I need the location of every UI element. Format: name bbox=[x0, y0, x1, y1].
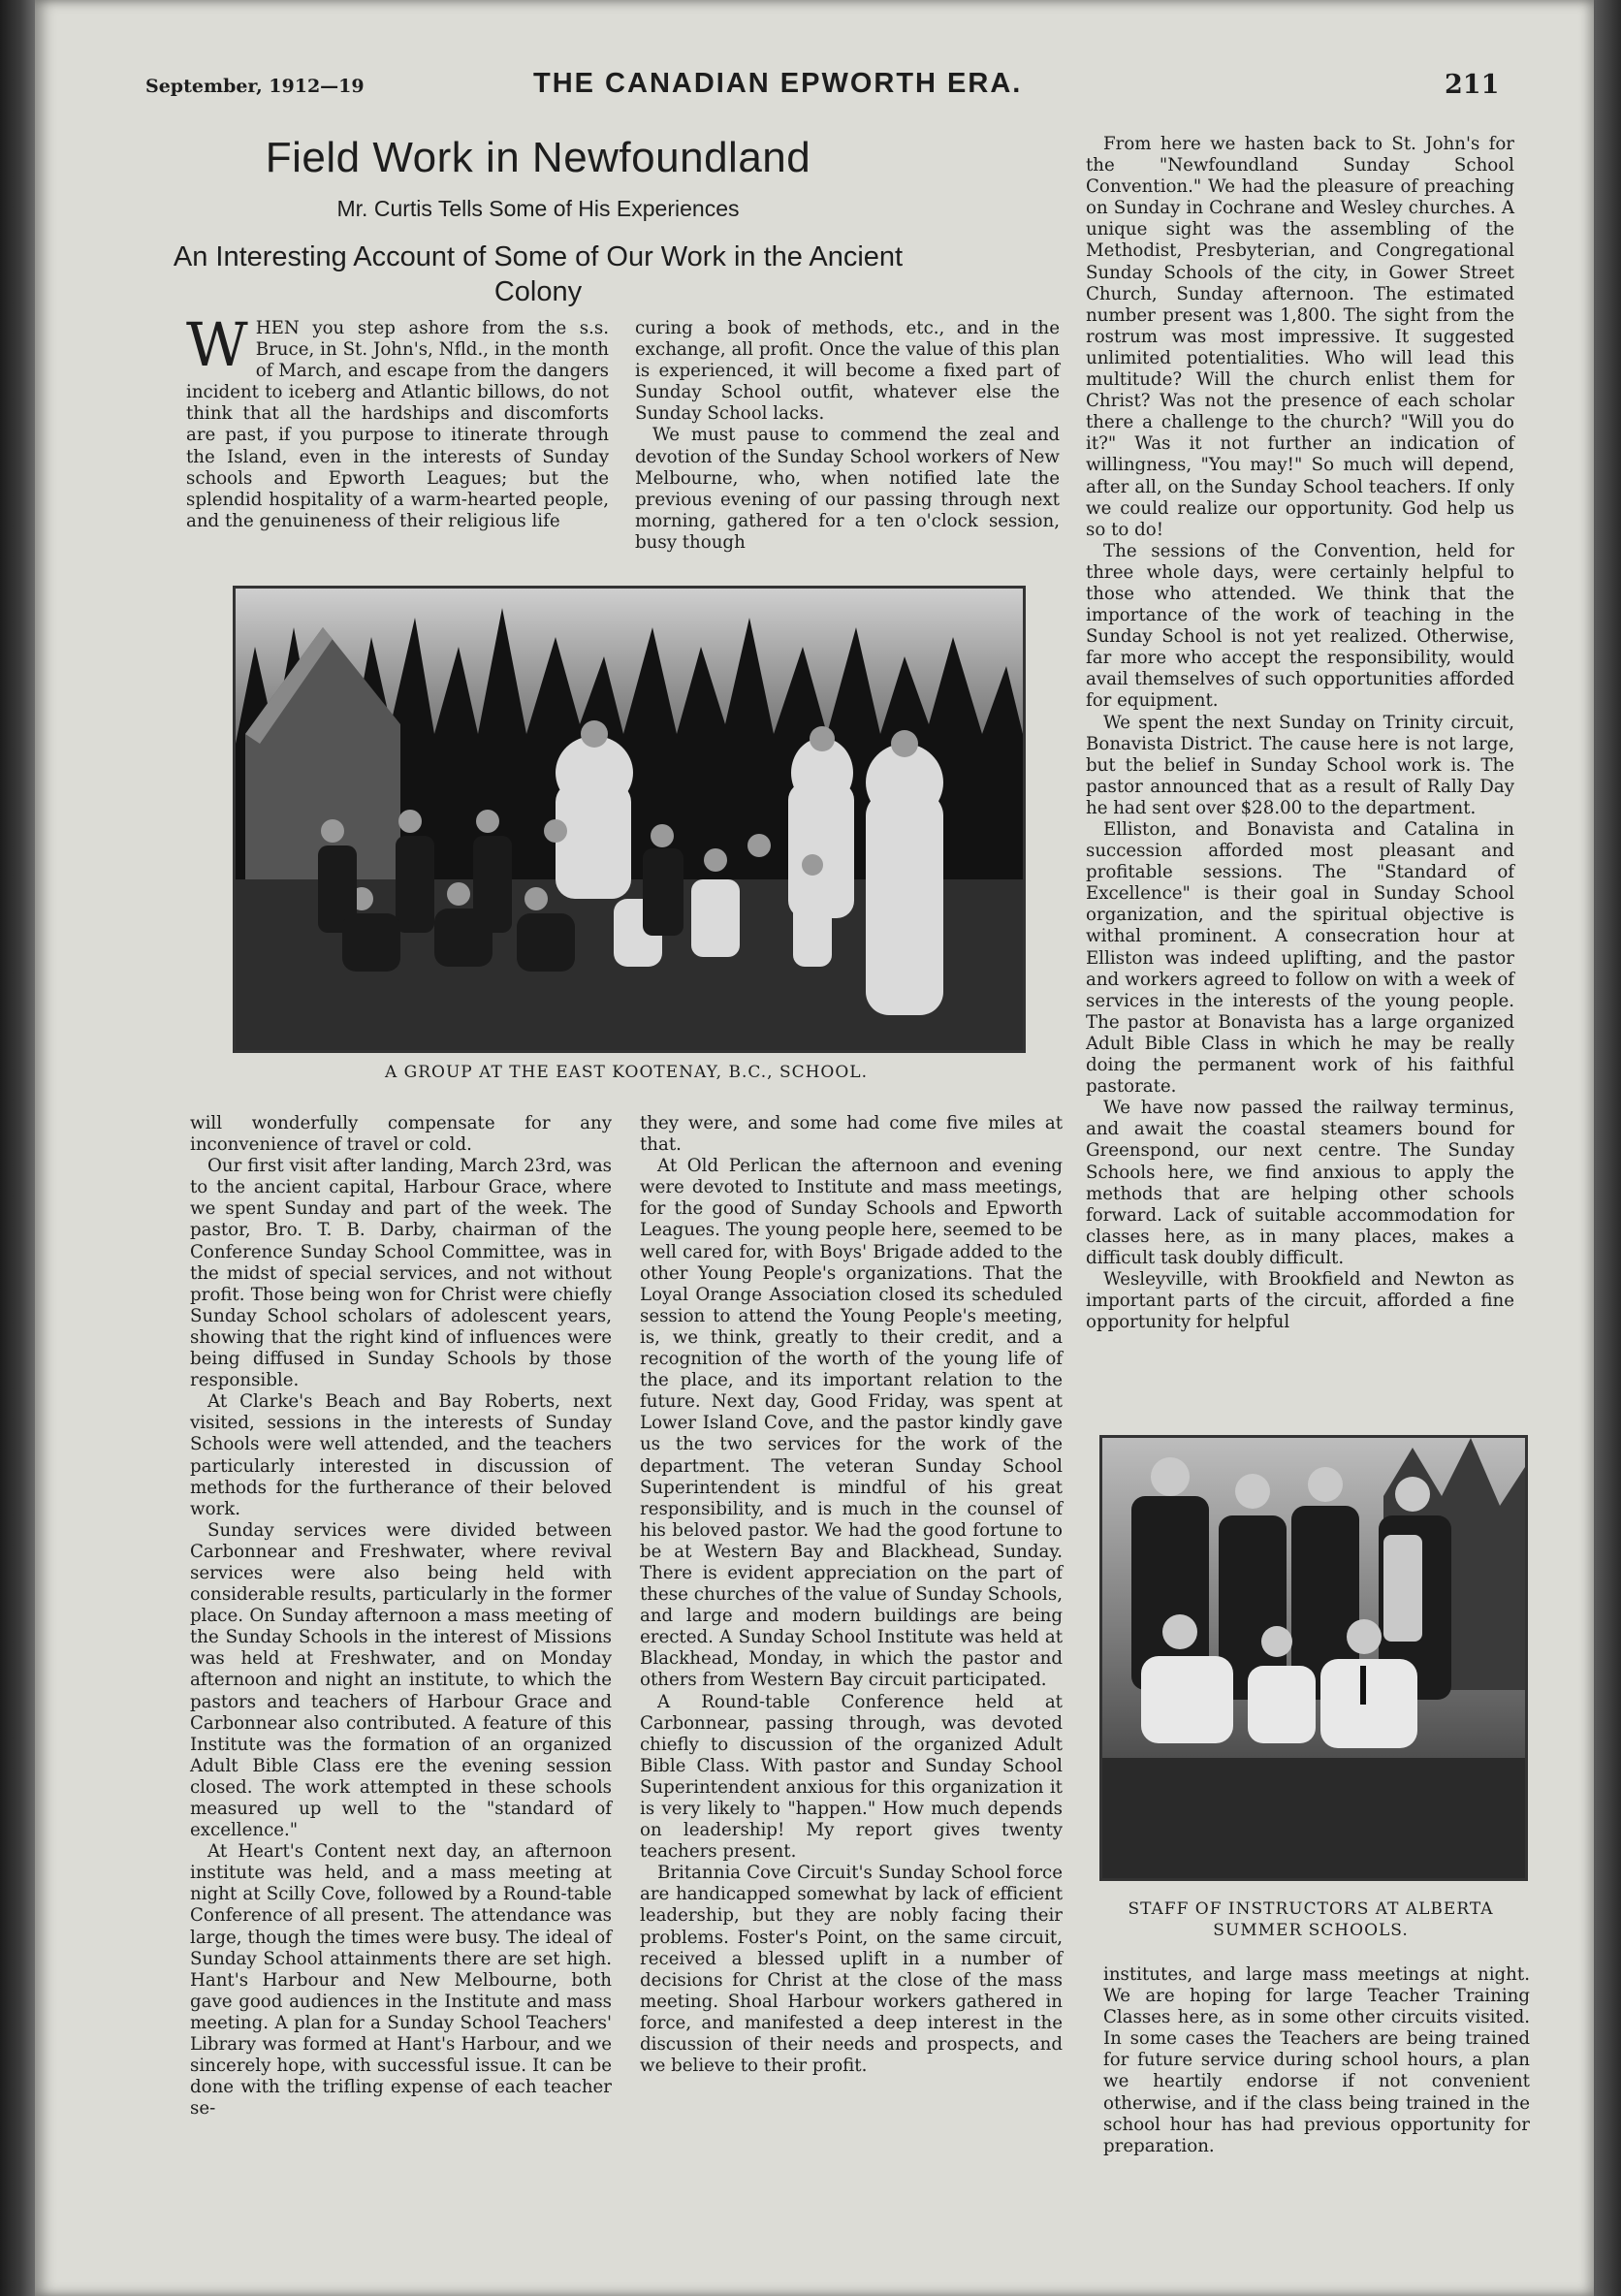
paragraph: Our first visit after landing, March 23rd, was to the ancient capital, Harbour Grace, where we spent Sunday and part of the week. The pastor, Bro. T. B. Darby, chairman of the Conference Sunday School Committee, was in the midst of special services, and not without profit. Those being won for Christ were chiefly Sunday School scholars of adolescent years, showing that the right kind of influences were being diffused in Sunday Schools by those responsible. bbox=[190, 1156, 612, 1391]
staff-photo-caption: STAFF OF INSTRUCTORS AT ALBERTA SUMMER SCHOOLS. bbox=[1128, 1899, 1494, 1940]
paragraph: will wonderfully compensate for any inconvenience of travel or cold. bbox=[190, 1113, 612, 1156]
paragraph: We spent the next Sunday on Trinity circuit, Bonavista District. The cause here is not large, but the belief in Sunday School work is. The pastor announced that as a result of Rally Day he had sent over $28.00 to the department. bbox=[1086, 712, 1514, 818]
staff-photo-image bbox=[1102, 1438, 1525, 1878]
paragraph: Elliston, and Bonavista and Catalina in succession afforded most pleasant and profitable sessions. The "Standard of Excellence" is their goal in Sunday School organization, and the spiritual objective is withal prominent. A consecration hour at Elliston was indeed uplifting, and the pastor and workers agreed to follow on with a week of services in the interests of the young people. The pastor at Bonavista has a large organized Adult Bible Class in which he may be really doing the permanent work of his faithful pastorate. bbox=[1086, 819, 1514, 1098]
paragraph: We have now passed the railway terminus, and await the coastal steamers bound for Greenspond, our next centre. The Sunday Schools here, we find anxious to apply the methods that are helping other schools forward. Lack of suitable accommodation for classes here, as in many places, makes a difficult task doubly difficult. bbox=[1086, 1098, 1514, 1268]
group-photo bbox=[233, 586, 1026, 1053]
paragraph: At Heart's Content next day, an afternoon institute was held, and a mass meeting at night at Scilly Cove, followed by a Round-table Conference of all present. The attendance was large, though the times were busy. The ideal of Sunday School attainments there are set high. Hant's Harbour and New Melbourne, both gave good audiences in the Institute and mass meeting. A plan for a Sunday School Teachers' Library was formed at Hant's Harbour, and we sincerely hope, with successful issue. It can be done with the trifling expense of each teacher se- bbox=[190, 1841, 612, 2120]
paragraph: At Clarke's Beach and Bay Roberts, next visited, sessions in the interests of Sunday Schools were well attended, and the teachers particularly interested in discussion of methods for the furtherance of their beloved work. bbox=[190, 1391, 612, 1519]
paragraph: institutes, and large mass meetings at night. We are hoping for large Teacher Training Classes here, as in some other circuits visited. In some cases the Teachers are being trained for future service during school hours, a plan we heartily endorse if not convenient otherwise, and if the class being trained in the school hour has had previous opportunity for preparation. bbox=[1103, 1964, 1530, 2156]
paragraph: A Round-table Conference held at Carbonnear, passing through, was devoted chiefly to discussion of the organized Adult Bible Class. With pastor and Sunday School Superintendent anxious for this organization it is very likely to "happen." How much depends on leadership! My report gives twenty teachers present. bbox=[640, 1691, 1063, 1863]
paragraph: From here we hasten back to St. John's for the "Newfoundland Sunday School Convention." We had the pleasure of preaching on Sunday in Cochrane and Wesley churches. A unique sight was the assembling of the Methodist, Presbyterian, and Congregational Sunday Schools of the city, in Gower Street Church, Sunday afternoon. The estimated number present was 1,800. The sight from the rostrum was most impressive. It suggested unlimited potentialities. Who will lead this multitude? Will the church enlist them for Christ? Was not the presence of each scholar there a challenge to the church? "Will you do it?" Was it not further an indication of willingness, "You may!" So much will depend, after all, on the Sunday School teachers. If only we could realize our opportunity. God help us so to do! bbox=[1086, 134, 1514, 540]
paragraph: Sunday services were divided between Carbonnear and Freshwater, where revival services were also being held with considerable results, particularly in the former place. On Sunday afternoon a mass meeting of the Sunday Schools in the interest of Missions was held at Freshwater, and on Monday afternoon and night an institute, to which the pastors and teachers of Harbour Grace and Carbonnear also contributed. A feature of this Institute was the formation of an organized Adult Bible Class ere the evening session closed. The work attempted in these schools measured up well to the "standard of excellence." bbox=[190, 1519, 612, 1841]
group-photo-caption: A GROUP AT THE EAST KOOTENAY, B.C., SCHOOL. bbox=[384, 1063, 869, 1082]
running-head bbox=[145, 68, 1503, 107]
column-3-continued bbox=[1103, 1964, 1530, 2157]
paragraph: We must pause to commend the zeal and devotion of the Sunday School workers of New Melbourne, who, when notified late the previous evening of our passing through next morning, gathered for a ten o'clock session, busy though bbox=[635, 425, 1060, 553]
article-heading bbox=[155, 134, 921, 310]
intro-column-2 bbox=[635, 318, 1060, 554]
scan-left-edge bbox=[0, 0, 35, 2296]
column-3 bbox=[1086, 134, 1514, 1333]
paragraph: Wesleyville, with Brookfield and Newton as important parts of the circuit, afforded a fine opportunity for helpful bbox=[1086, 1268, 1514, 1333]
paragraph: curing a book of methods, etc., and in the exchange, all profit. Once the value of this plan is experienced, it will become a fixed part of Sunday School outfit, whatever else the Sunday School lacks. bbox=[635, 318, 1060, 425]
intro-paragraph: WHEN you step ashore from the s.s. Bruce, in St. John's, Nfld., in the month of March, and escape from the dangers incident to iceberg and Atlantic billows, do not think that all the hardships and discomforts are past, if you purpose to itinerate through the Island, even in the interests of Sunday schools and Epworth Leagues; but the splendid hospitality of a warm-hearted people, and the genuineness of their religious life bbox=[186, 309, 609, 531]
column-1 bbox=[190, 1113, 612, 2120]
scan-right-edge bbox=[1594, 0, 1621, 2296]
paragraph: The sessions of the Convention, held for three whole days, were certainly helpful to those who attended. We think that the importance of the work of teaching in the Sunday School is not yet realized. Otherwise, far more who accept the responsibility, would avail themselves of such opportunities afforded for equipment. bbox=[1086, 540, 1514, 712]
article-subhead: An Interesting Account of Some of Our Work in the Ancient Colony bbox=[173, 241, 904, 308]
paragraph: At Old Perlican the afternoon and evening were devoted to Institute and mass meetings, for the good of Sunday Schools and Epworth Leagues. The young people here, seemed to be well cared for, with Boys' Brigade added to the other Young People's organizations. That the Loyal Orange Association closed its scheduled session to attend the Young People's meeting, is, we think, greatly to their credit, and a recognition of the worth of the young life of the place, and its important relation to the future. Next day, Good Friday, was spent at Lower Island Cove, and the pastor kindly gave us the two services for the work of the department. The veteran Sunday School Superintendent is mindful of his great responsibility, and is much in the counsel of his beloved pastor. We had the good fortune to be at Western Bay and Blackhead, Sunday. There is evident appreciation on the part of these churches of the value of Sunday Schools, and large and modern buildings are being erected. A Sunday School Institute was held at Blackhead, Monday, in which the pastor and others from Western Bay circuit participated. bbox=[640, 1156, 1063, 1691]
column-2 bbox=[640, 1113, 1063, 2077]
magazine-title: THE CANADIAN EPWORTH ERA. bbox=[533, 68, 1023, 99]
page-number: 211 bbox=[1445, 70, 1500, 100]
article-title: Field Work in Newfoundland bbox=[265, 134, 811, 181]
paragraph: Britannia Cove Circuit's Sunday School force are handicapped somewhat by lack of efficient leadership, but they are nobly facing their problems. Foster's Point, on the same circuit, received a blessed uplift in a number of decisions for Christ at the close of the mass meeting. Shoal Harbour workers gathered in force, and manifested a deep interest in the discussion of their needs and prospects, and we believe to their profit. bbox=[640, 1863, 1063, 2077]
group-photo-image bbox=[236, 589, 1023, 1050]
staff-photo bbox=[1099, 1435, 1528, 1881]
article-subtitle: Mr. Curtis Tells Some of His Experiences bbox=[336, 196, 740, 221]
issue-date: September, 1912—19 bbox=[145, 76, 365, 97]
intro-column-1 bbox=[186, 309, 609, 532]
drop-cap: W bbox=[186, 309, 248, 380]
paragraph: they were, and some had come five miles at that. bbox=[640, 1113, 1063, 1156]
